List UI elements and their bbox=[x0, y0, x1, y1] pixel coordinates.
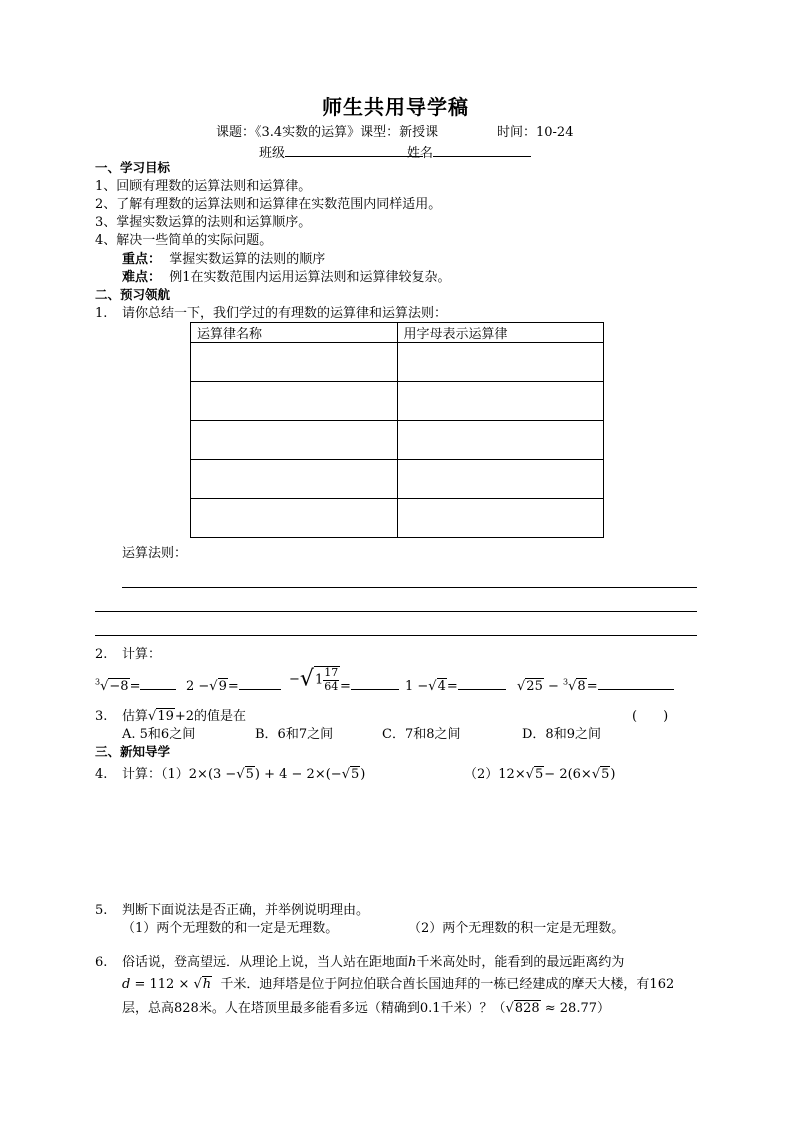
q2-blank-5[interactable] bbox=[598, 678, 674, 690]
goal-item: 4、解决一些简单的实际问题。 bbox=[95, 233, 273, 248]
expr-part: ) bbox=[610, 767, 616, 782]
minus-sign: − bbox=[289, 672, 300, 688]
expr-part: ) bbox=[360, 767, 366, 782]
q2-expr-3 bbox=[289, 666, 340, 693]
goal-item: 1、回顾有理数的运算法则和运算律。 bbox=[95, 179, 312, 194]
q1-text: 请你总结一下，我们学过的有理数的运算律和运算法则： bbox=[122, 306, 448, 321]
q3-option-d[interactable]: D．8和9之间 bbox=[522, 727, 601, 742]
table-cell[interactable] bbox=[191, 460, 398, 499]
q6-number: 6. bbox=[95, 955, 108, 970]
q3-prefix: 估算 bbox=[122, 709, 149, 724]
radicand: 5 bbox=[350, 767, 360, 782]
table-cell[interactable] bbox=[397, 421, 604, 460]
radical-sign: √ bbox=[568, 679, 577, 694]
radicand: h bbox=[202, 977, 212, 992]
section-heading-preview: 二、预习领航 bbox=[95, 287, 171, 302]
q5-number: 5. bbox=[95, 903, 108, 918]
goal-item: 3、掌握实数运算的法则和运算顺序。 bbox=[95, 215, 312, 230]
q6-line-2 bbox=[122, 978, 674, 991]
radical-sign: √ bbox=[148, 709, 157, 724]
name-field bbox=[407, 145, 531, 160]
q2-blank-1[interactable] bbox=[140, 678, 176, 690]
table-cell[interactable] bbox=[397, 382, 604, 421]
variable-d: d bbox=[122, 977, 131, 992]
difficulty-point bbox=[122, 271, 451, 284]
equals: = bbox=[446, 679, 458, 694]
answer-line[interactable] bbox=[95, 635, 697, 636]
law-table bbox=[190, 322, 604, 538]
cube-root-index: 3 bbox=[95, 677, 101, 687]
q5-text: 判断下面说法是否正确，并举例说明理由。 bbox=[122, 903, 370, 918]
table-header-law-name: 运算律名称 bbox=[191, 323, 398, 343]
fraction bbox=[323, 667, 339, 693]
expr-part: 12× bbox=[498, 767, 526, 782]
q6-text: 千米高处时，能看到的最远距离约为 bbox=[416, 955, 625, 970]
variable-h: h bbox=[408, 955, 417, 970]
formula: = 112 × bbox=[134, 977, 190, 992]
expr-part: ) + 4 − 2×(− bbox=[254, 767, 342, 782]
answer-line[interactable] bbox=[122, 587, 697, 588]
expr-part: − 2(6× bbox=[544, 767, 592, 782]
radicand-mixed bbox=[314, 666, 340, 693]
q4-label: 计算：（1） bbox=[122, 767, 189, 782]
q3-text bbox=[122, 710, 246, 723]
difficulty-label: 难点： bbox=[122, 270, 162, 285]
q2-number: 2. bbox=[95, 647, 108, 662]
class-label: 班级 bbox=[259, 146, 286, 161]
radical-sign: √ bbox=[100, 679, 109, 694]
rules-label: 运算法则： bbox=[122, 546, 188, 561]
table-cell[interactable] bbox=[397, 343, 604, 382]
radicand: 9 bbox=[218, 679, 227, 694]
key-point-text: 掌握实数运算的法则的顺序 bbox=[169, 252, 326, 267]
q6-text: ≈ 28.77） bbox=[544, 1001, 611, 1016]
q4-part2 bbox=[464, 768, 615, 781]
q1-number: 1. bbox=[95, 306, 108, 321]
lesson-time: 时间：10-24 bbox=[497, 125, 574, 140]
equals: = bbox=[129, 679, 141, 694]
radicand: 828 bbox=[514, 1001, 540, 1016]
q2-blank-2[interactable] bbox=[239, 678, 281, 690]
q3-plus: +2 bbox=[174, 709, 195, 724]
q2-blank-3[interactable] bbox=[351, 678, 399, 690]
q5-statement-1: （1）两个无理数的和一定是无理数。 bbox=[122, 921, 339, 936]
q4-number: 4. bbox=[95, 767, 108, 782]
q2-expr-5 bbox=[517, 678, 674, 693]
radicand: 5 bbox=[601, 767, 610, 782]
class-field bbox=[259, 145, 423, 160]
radicand: 8 bbox=[577, 679, 586, 694]
q3-option-c[interactable]: C．7和8之间 bbox=[382, 727, 461, 742]
name-label: 姓名 bbox=[407, 146, 434, 161]
radicand: 19 bbox=[157, 709, 174, 724]
table-cell[interactable] bbox=[191, 499, 398, 538]
table-cell[interactable] bbox=[191, 421, 398, 460]
answer-line[interactable] bbox=[95, 611, 697, 612]
page-title: 师生共用导学稿 bbox=[322, 95, 469, 119]
radical-sign: √ bbox=[341, 767, 350, 782]
minus-sign: − bbox=[547, 679, 559, 694]
cube-root-index: 3 bbox=[563, 677, 569, 687]
q3-number: 3. bbox=[95, 709, 108, 724]
radical-sign: √ bbox=[525, 767, 535, 782]
q6-line-1 bbox=[122, 956, 624, 969]
radical-sign: √ bbox=[236, 767, 245, 782]
radicand: −8 bbox=[109, 679, 129, 694]
section-heading-goals: 一、学习目标 bbox=[95, 160, 171, 175]
q4-label-2: （2） bbox=[464, 767, 499, 782]
mixed-whole: 1 bbox=[314, 672, 324, 688]
radical-sign: √ bbox=[193, 977, 202, 992]
radical-sign: √ bbox=[505, 1001, 514, 1016]
radicand: 25 bbox=[526, 679, 543, 694]
q3-option-b[interactable]: B．6和7之间 bbox=[255, 727, 334, 742]
fraction-numerator: 17 bbox=[324, 666, 339, 679]
radical-sign: √ bbox=[428, 679, 437, 694]
table-cell[interactable] bbox=[191, 382, 398, 421]
name-blank[interactable] bbox=[433, 145, 531, 157]
equals: = bbox=[340, 679, 351, 694]
lesson-info: 课题：《3.4实数的运算》课型：新授课 bbox=[216, 125, 439, 140]
q2-text: 计算： bbox=[122, 647, 162, 662]
q2-expr-2 bbox=[186, 678, 281, 693]
radicand: 5 bbox=[535, 767, 544, 782]
q4-part1 bbox=[122, 768, 365, 781]
fraction-denominator: 64 bbox=[324, 679, 339, 693]
goal-item: 2、了解有理数的运算法则和运算律在实数范围内同样适用。 bbox=[95, 197, 442, 212]
q3-suffix: 的值是在 bbox=[194, 709, 247, 724]
radical-sign: √ bbox=[591, 767, 601, 782]
radical-sign: √ bbox=[299, 666, 314, 692]
equals: = bbox=[586, 679, 598, 694]
equals: = bbox=[227, 679, 239, 694]
expr-prefix: 1 − bbox=[405, 679, 429, 694]
q2-expr-1 bbox=[95, 678, 176, 693]
key-point-label: 重点： bbox=[122, 252, 162, 267]
q6-text: 层，总高828米。人在塔顶里最多能看多远（精确到0.1千米）？（ bbox=[122, 1001, 506, 1016]
table-cell[interactable] bbox=[191, 343, 398, 382]
q3-answer-paren[interactable]: ( ) bbox=[632, 709, 669, 724]
expr-prefix: 2 − bbox=[186, 679, 210, 694]
radicand: 4 bbox=[437, 679, 446, 694]
radical-sign: √ bbox=[517, 679, 526, 694]
class-blank[interactable] bbox=[285, 145, 423, 157]
table-cell[interactable] bbox=[397, 460, 604, 499]
q6-text: 千米．迪拜塔是位于阿拉伯联合酋长国迪拜的一栋已经建成的摩天大楼，有162 bbox=[220, 977, 675, 992]
section-heading-new-knowledge: 三、新知导学 bbox=[95, 744, 171, 759]
radical-sign: √ bbox=[209, 679, 218, 694]
radicand: 5 bbox=[245, 767, 254, 782]
table-header-law-letter: 用字母表示运算律 bbox=[397, 323, 604, 343]
q2-expr-4 bbox=[405, 678, 506, 693]
q3-option-a[interactable]: A. 5和6之间 bbox=[122, 727, 196, 742]
q2-expr-3-answer bbox=[340, 678, 399, 693]
q2-blank-4[interactable] bbox=[458, 678, 506, 690]
q5-statement-2: （2）两个无理数的积一定是无理数。 bbox=[408, 921, 625, 936]
q6-text: 俗话说，登高望远．从理论上说，当人站在距地面 bbox=[122, 955, 409, 970]
expr-part: 2×(3 − bbox=[188, 767, 237, 782]
difficulty-text: 例1在实数范围内运用运算法则和运算律较复杂。 bbox=[169, 270, 451, 285]
q6-line-3 bbox=[122, 1002, 610, 1015]
table-cell[interactable] bbox=[397, 499, 604, 538]
key-point bbox=[122, 253, 325, 266]
